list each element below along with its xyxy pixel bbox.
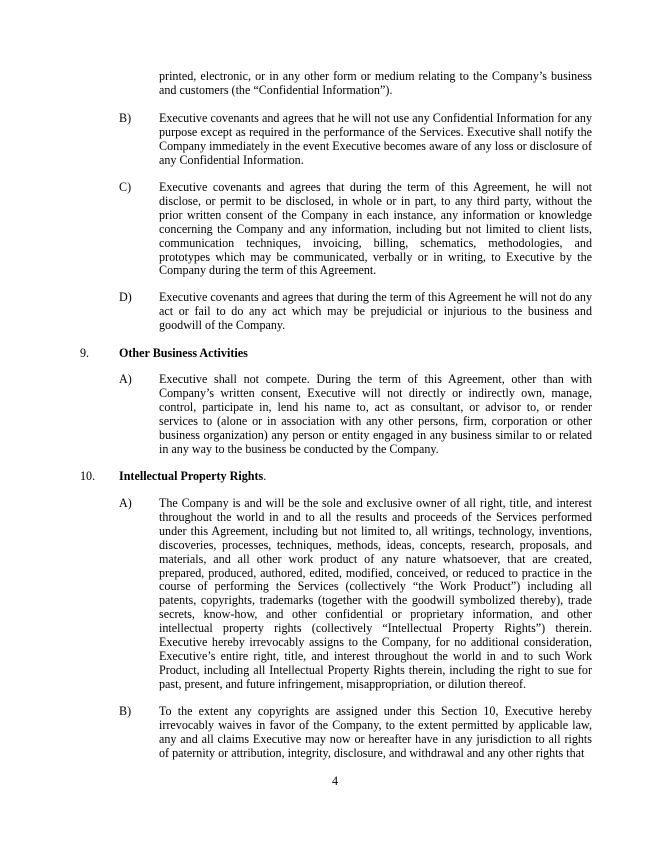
section9-item-a-text: Executive shall not compete. During the term of this Agreement, other than with Company’s written consent, Executive will not directly or indirectly own, manage, control, participate in, lend his name to, act as consultant, or advisor to, or render services to (alone or in association with any other persons, firm, corporation or other business organization) any person or entity engaged in any business similar to or related in any way to the business be conducted by the Company.: [159, 372, 592, 456]
section10-item-b-text: To the extent any copyrights are assigned under this Section 10, Executive hereby irrevocably waives in favor of the Company, to the extent permitted by applicable law, any and all claims Executive may now or hereafter have in any jurisdiction to all rights of paternity or attribution, integrity, disclosure, and withdrawal and any other rights that: [159, 704, 592, 760]
page-number: 4: [331, 774, 339, 788]
section8-item-d-text: Executive covenants and agrees that during the term of this Agreement he will not do any act or fail to do any act which may be prejudicial or injurious to the business and goodwill of the Company.: [159, 290, 592, 332]
section9-number: 9.: [80, 346, 90, 360]
section8-item-d-label: D): [119, 290, 132, 304]
section10-item-b-label: B): [119, 704, 132, 718]
continuation-paragraph: printed, electronic, or in any other form or medium relating to the Company’s business and customers (the “Confidential Information”).: [159, 69, 592, 97]
section10-number: 10.: [80, 469, 96, 483]
section10-title-period: .: [263, 469, 267, 483]
section10-heading: [119, 470, 266, 484]
section8-item-c-label: C): [119, 180, 132, 194]
section9-item-a-label: A): [119, 372, 132, 386]
section8-item-b-label: B): [119, 111, 132, 125]
section10-item-a-text: The Company is and will be the sole and exclusive owner of all right, title, and interest throughout the world in and to all the results and proceeds of the Services performed under this Agreement, including but not limited to, all writings, technology, inventions, discoveries, processes, techniques, methods, ideas, concepts, research, proposals, and materials, and all other work product of any nature whatsoever, that are created, prepared, produced, authored, edited, modified, conceived, or reduced to practice in the course of performing the Services (collectively “the Work Product”) including all patents, copyrights, trademarks (together with the goodwill symbolized thereby), trade secrets, know-how, and other confidential or proprietary information, and other intellectual property rights (collectively “Intellectual Property Rights”) therein. Executive hereby irrevocably assigns to the Company, for no additional consideration, Executive’s entire right, title, and interest throughout the world in and to such Work Product, including all Intellectual Property Rights therein, including the right to sue for past, present, and future infringement, misappropriation, or dilution thereof.: [159, 496, 592, 691]
section9-title: Other Business Activities: [119, 346, 248, 360]
section10-item-a-label: A): [119, 496, 132, 510]
section10-title: Intellectual Property Rights: [119, 469, 264, 483]
section8-item-b-text: Executive covenants and agrees that he will not use any Confidential Information for any purpose except as required in the performance of the Services. Executive shall notify the Company immediately in the event Executive becomes aware of any loss or disclosure of any Confidential Information.: [159, 111, 592, 167]
section8-item-c-text: Executive covenants and agrees that during the term of this Agreement, he will not disclose, or permit to be disclosed, in whole or in part, to any third party, without the prior written consent of the Company in each instance, any information or knowledge concerning the Company and any information, including but not limited to client lists, communication techniques, invoicing, billing, schematics, methodologies, and prototypes which may be communicated, verbally or in writing, to Executive by the Company during the term of this Agreement.: [159, 180, 592, 278]
